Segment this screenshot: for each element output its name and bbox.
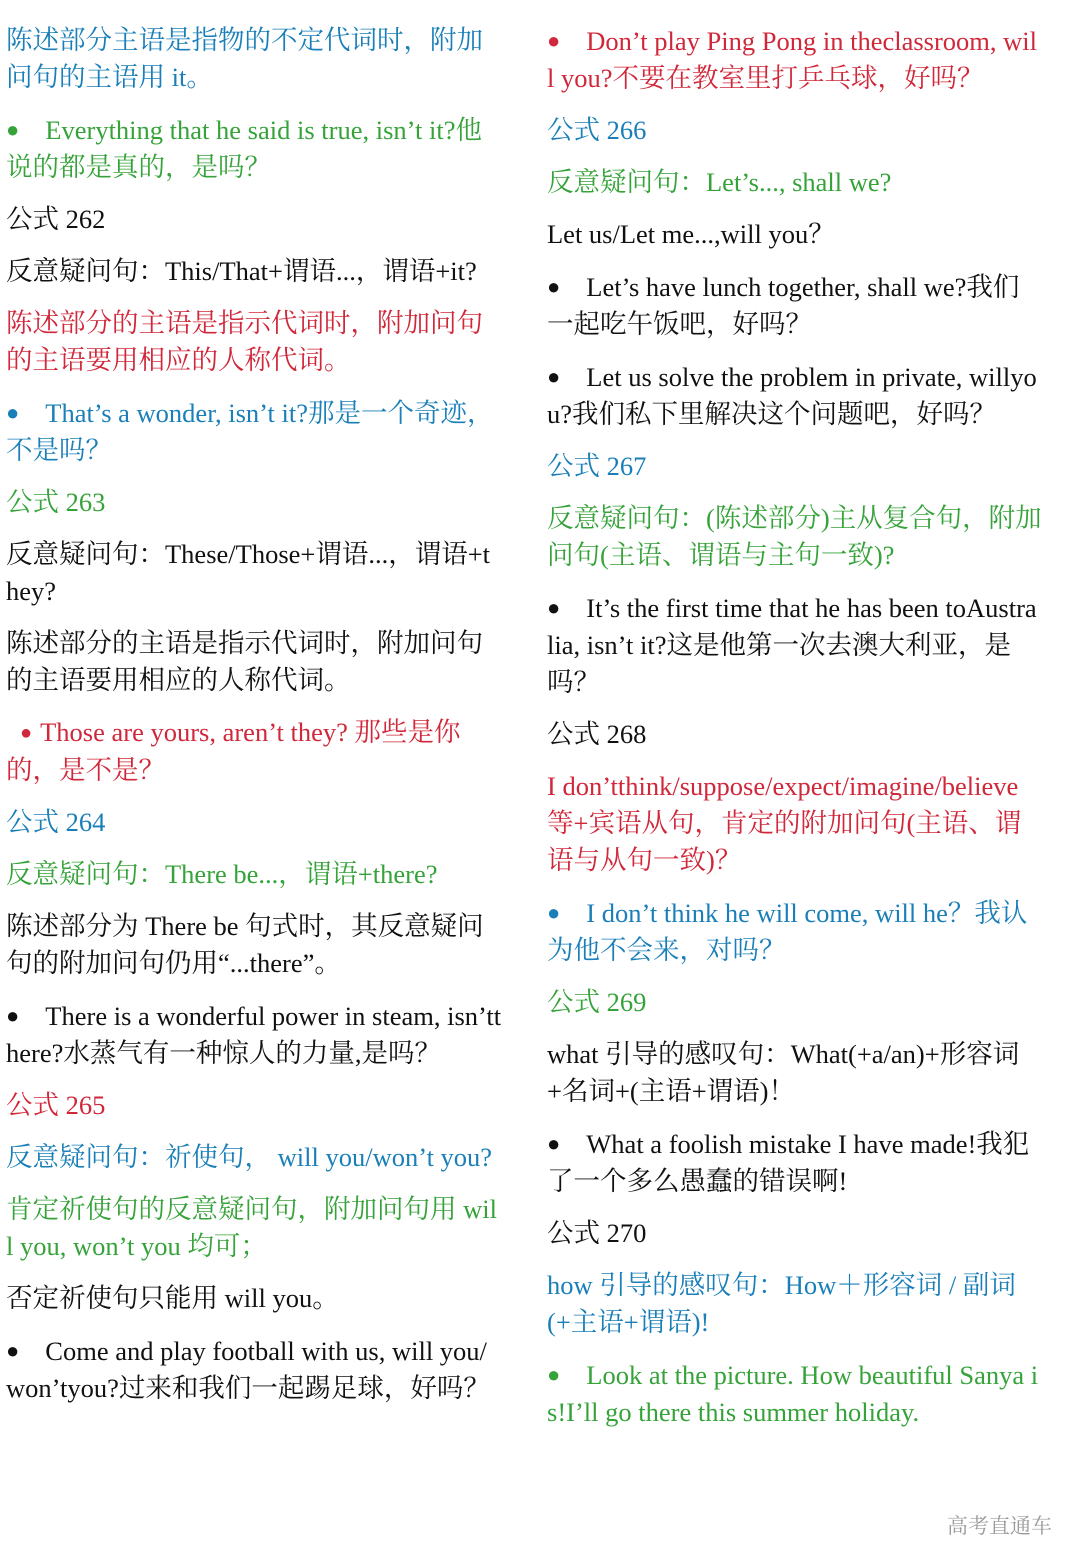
formula-pattern: 反意疑问句：Let’s..., shall we? [547,167,892,197]
example-item [547,268,1042,343]
bullet-icon: ● [6,117,20,142]
example-item [6,714,502,789]
paragraph: 陈述部分为 There be 句式时，其反意疑问句的附加问句仍用“...there”。 [6,911,484,978]
paragraph: 陈述部分的主语是指示代词时，附加问句的主语要用相应的人称代词。 [6,308,483,375]
formula-pattern: how 引导的感叹句：How＋形容词 / 副词(+主语+谓语)! [547,1270,1016,1337]
example-item [547,1125,1042,1200]
formula-heading: 公式 265 [6,1090,106,1120]
example-text: Don’t play Ping Pong in theclassroom, will you?不要在教室里打乒乓球，好吗？ [547,26,1038,93]
left-column [6,22,502,1422]
bullet-icon: ● [20,722,33,744]
bullet-icon: ● [547,595,561,620]
formula-heading: 公式 264 [6,807,106,837]
bullet-icon: ● [547,1131,561,1156]
bullet-icon: ● [547,274,561,299]
paragraph: 肯定祈使句的反意疑问句，附加问句用 will you, won’t you 均可； [6,1194,497,1261]
formula-heading: 公式 263 [6,487,106,517]
formula-heading: 公式 268 [547,719,647,749]
formula-pattern: I don’tthink/suppose/expect/imagine/believe 等+宾语从句，肯定的附加问句(主语、谓语与从句一致)？ [547,771,1022,875]
formula-pattern: 反意疑问句：This/That+谓语...，谓语+it? [6,256,477,286]
paragraph: 否定祈使句只能用 will you。 [6,1283,339,1313]
bullet-icon: ● [547,28,561,53]
example-text: That’s a wonder, isn’t it?那是一个奇迹，不是吗？ [6,398,494,465]
example-item [547,358,1042,433]
formula-pattern: 反意疑问句：祈使句， will you/won’t you? [6,1142,493,1172]
bullet-icon: ● [6,1003,20,1028]
bullet-icon: ● [547,1362,561,1387]
bullet-icon: ● [547,364,561,389]
example-text: Those are yours, aren’t they? 那些是你的，是不是？ [6,717,461,785]
example-text: Come and play football with us, will you/won’tyou?过来和我们一起踢足球，好吗？ [6,1336,490,1403]
watermark: 高考直通车 [947,1514,1052,1538]
example-text: I don’t think he will come, will he？我认为他不会来，对吗？ [547,898,1028,965]
formula-pattern: 反意疑问句：There be...，谓语+there? [6,859,438,889]
example-item [547,894,1042,969]
formula-heading: 公式 267 [547,451,647,481]
example-text: It’s the first time that he has been toAustralia, isn’t it?这是他第一次去澳大利亚，是吗？ [547,593,1037,697]
example-text: There is a wonderful power in steam, isn’tthere?水蒸气有一种惊人的力量,是吗？ [6,1001,502,1068]
formula-heading: 公式 270 [547,1218,647,1248]
example-item [6,111,502,186]
example-item [547,1356,1042,1431]
example-text: Look at the picture. How beautiful Sanya is!I’ll go there this summer holiday. [547,1360,1039,1427]
paragraph: Let us/Let me...,will you？ [547,219,835,249]
formula-heading: 公式 262 [6,204,106,234]
formula-heading: 公式 266 [547,115,647,145]
example-text: Let us solve the problem in private, willyou?我们私下里解决这个问题吧，好吗？ [547,362,1037,429]
example-text: Let’s have lunch together, shall we?我们一起吃午饭吧，好吗？ [547,272,1020,339]
example-item [6,394,502,469]
formula-heading: 公式 269 [547,987,647,1017]
formula-pattern: 反意疑问句：These/Those+谓语...，谓语+they? [6,539,491,606]
example-item [6,997,502,1072]
example-item [547,589,1042,701]
right-column [547,22,1042,1446]
bullet-icon: ● [6,1338,20,1363]
bullet-icon: ● [547,900,561,925]
formula-pattern: 反意疑问句：(陈述部分)主从复合句，附加问句(主语、谓语与主句一致)? [547,503,1042,570]
bullet-icon: ● [6,400,20,425]
formula-pattern: what 引导的感叹句：What(+a/an)+形容词+名词+(主语+谓语)！ [547,1039,1020,1106]
example-text: Everything that he said is true, isn’t it?他说的都是真的，是吗？ [6,115,482,182]
paragraph: 陈述部分的主语是指示代词时，附加问句的主语要用相应的人称代词。 [6,628,483,695]
paragraph: 陈述部分主语是指物的不定代词时，附加问句的主语用 it。 [6,25,483,92]
example-item [6,1332,502,1407]
example-text: What a foolish mistake I have made!我犯了一个多么愚蠢的错误啊! [547,1129,1030,1196]
example-item [547,22,1042,97]
